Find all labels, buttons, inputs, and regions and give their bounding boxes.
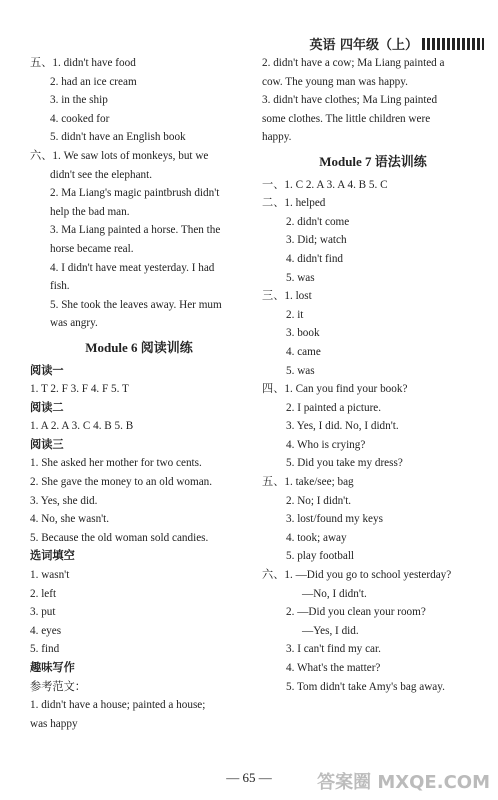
answer-line: 2. didn't come: [286, 215, 350, 228]
answer-line: fish.: [50, 280, 70, 293]
answer-line: 5. find: [30, 643, 60, 656]
answer-line: 3. Yes, she did.: [30, 494, 98, 507]
answer-line: 阅读三: [30, 438, 64, 451]
answer-line: some clothes. The little children were: [262, 112, 431, 125]
answer-line: 2. it: [286, 308, 304, 321]
answer-line: 六、1. We saw lots of monkeys, but we: [30, 149, 209, 162]
answer-line: 1. She asked her mother for two cents.: [30, 457, 202, 470]
answer-line: 3. Did; watch: [286, 234, 347, 247]
answer-line: 3. I can't find my car.: [286, 643, 381, 656]
right-column: [262, 54, 484, 696]
answer-line: 3. book: [286, 327, 320, 340]
answer-line: 2. left: [30, 587, 57, 600]
answer-line: 1. A 2. A 3. C 4. B 5. B: [30, 420, 134, 433]
answer-line: 五、1. take/see; bag: [262, 476, 354, 489]
answer-line: 4. Who is crying?: [286, 438, 366, 451]
answer-line: —Yes, I did.: [302, 624, 359, 637]
answer-line: 5. was: [286, 364, 315, 377]
answer-line: 选词填空: [30, 550, 75, 563]
answer-line: 二、1. helped: [262, 197, 326, 210]
answer-line: 2. I painted a picture.: [286, 401, 382, 414]
answer-line: 一、1. C 2. A 3. A 4. B 5. C: [262, 178, 388, 191]
left-column: [30, 54, 248, 733]
answer-line: 参考范文：: [30, 680, 86, 693]
header-title: 英语 四年级（上）: [309, 38, 418, 53]
answer-line: 4. took; away: [286, 531, 347, 544]
answer-line: 5. was: [286, 271, 315, 284]
answer-line: 阅读一: [30, 364, 64, 377]
answer-line: 4. came: [286, 345, 321, 358]
answer-line: help the bad man.: [50, 205, 130, 218]
answer-line: 五、1. didn't have food: [30, 57, 136, 69]
answer-line: 5. She took the leaves away. Her mum: [50, 298, 222, 311]
answer-line: 4. cooked for: [50, 112, 110, 125]
answer-line: 1. didn't have a house; painted a house;: [30, 699, 206, 712]
watermark: 答案圈 MXQE.COM: [317, 772, 490, 793]
answer-line: horse became real.: [50, 242, 134, 255]
answer-line: 2. didn't have a cow; Ma Liang painted a: [262, 57, 445, 69]
answer-line: 4. didn't find: [286, 252, 344, 265]
answer-line: didn't see the elephant.: [50, 168, 153, 181]
answer-line: 3. didn't have clothes; Ma Ling painted: [262, 94, 438, 107]
answer-line: 3. put: [30, 606, 56, 619]
answer-line: 四、1. Can you find your book?: [262, 383, 408, 396]
header-decoration: [422, 38, 484, 50]
answer-line: 3. Ma Liang painted a horse. Then the: [50, 224, 221, 237]
answer-line: 1. T 2. F 3. F 4. F 5. T: [30, 383, 129, 396]
answer-line: 趣味写作: [30, 662, 75, 674]
page-header: [309, 34, 484, 53]
answer-line: 5. Because the old woman sold candies.: [30, 531, 209, 544]
section-heading: Module 6 阅读训练: [85, 339, 193, 355]
answer-line: 2. —Did you clean your room?: [286, 606, 426, 619]
answer-line: 5. Tom didn't take Amy's bag away.: [286, 680, 445, 693]
answer-line: 阅读二: [30, 401, 64, 414]
answer-line: 5. play football: [286, 550, 355, 563]
answer-line: 4. I didn't have meat yesterday. I had: [50, 261, 215, 274]
answer-line: happy.: [262, 131, 292, 144]
answer-line: 3. lost/found my keys: [286, 513, 383, 526]
answer-line: 六、1. —Did you go to school yesterday?: [262, 569, 452, 582]
section-heading: Module 7 语法训练: [319, 153, 427, 169]
answer-line: 4. What's the matter?: [286, 662, 381, 674]
answer-line: 3. in the ship: [50, 94, 108, 107]
answer-line: 三、1. lost: [262, 290, 312, 303]
answer-line: 3. Yes, I did. No, I didn't.: [286, 420, 399, 433]
page-number: — 65 —: [226, 770, 272, 785]
answer-line: was angry.: [50, 317, 98, 330]
answer-line: 2. Ma Liang's magic paintbrush didn't: [50, 187, 220, 200]
answer-line: 2. had an ice cream: [50, 75, 137, 88]
answer-line: 4. eyes: [30, 624, 62, 637]
answer-line: was happy: [30, 717, 78, 730]
answer-line: 1. wasn't: [30, 569, 70, 582]
answer-line: 2. She gave the money to an old woman.: [30, 476, 213, 489]
answer-line: 5. didn't have an English book: [50, 131, 186, 144]
answer-line: 5. Did you take my dress?: [286, 457, 403, 470]
answer-line: —No, I didn't.: [302, 587, 367, 600]
answer-line: cow. The young man was happy.: [262, 75, 408, 88]
answer-line: 4. No, she wasn't.: [30, 513, 110, 526]
answer-line: 2. No; I didn't.: [286, 494, 352, 507]
